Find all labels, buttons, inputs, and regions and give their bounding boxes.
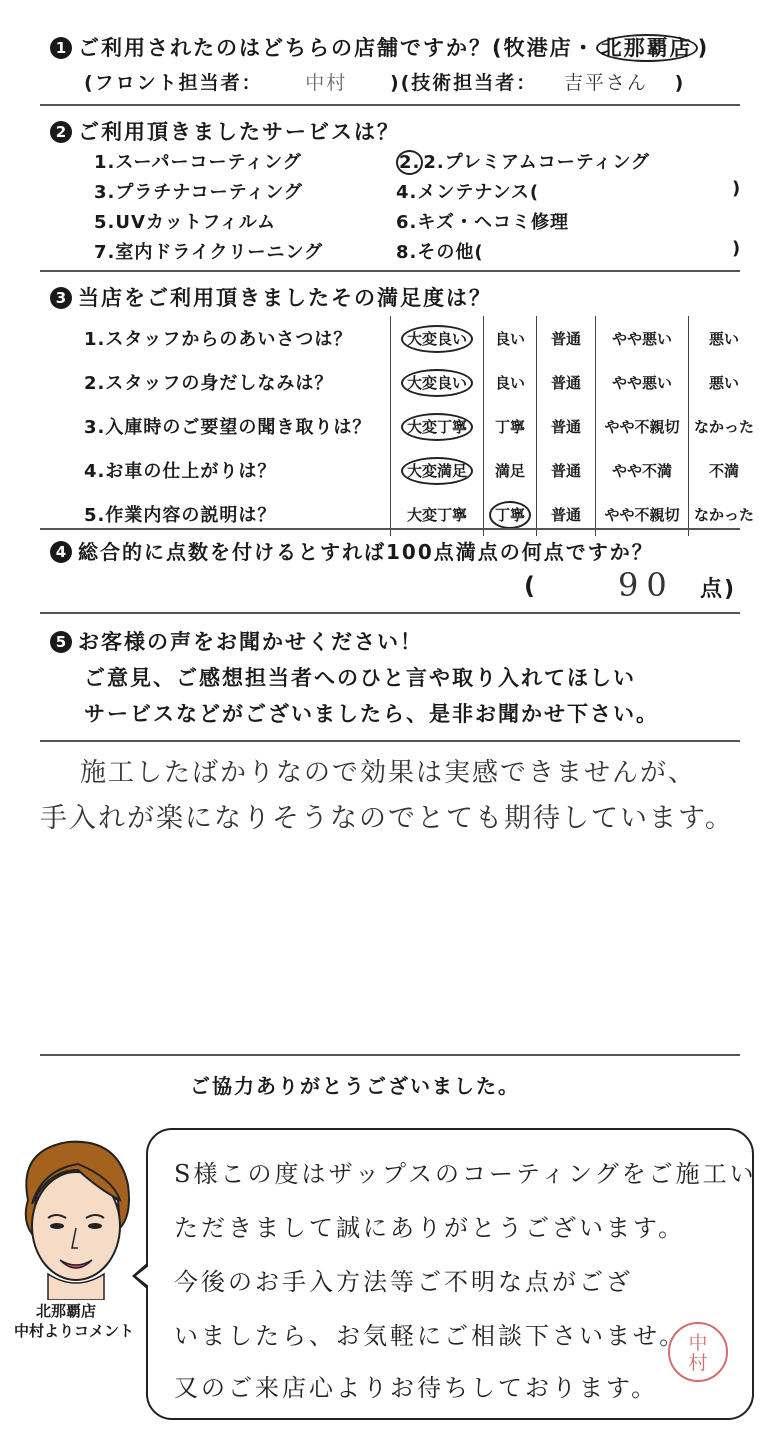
- service-2-label: 2.プレミアムコーティング: [423, 152, 650, 173]
- paren-close: ): [732, 238, 742, 259]
- service-item: 7.室内ドライクリーニング: [94, 242, 324, 263]
- tech-staff-close: ): [674, 72, 686, 94]
- q5-instruction-2: サービスなどがございましたら、是非お聞かせ下さい。: [84, 702, 659, 726]
- rating-option-label: 丁寧: [494, 417, 525, 436]
- satisfaction-question: 5.作業内容の説明は？: [84, 505, 277, 526]
- comment-line: ただきまして誠にありがとうございます。: [174, 1214, 686, 1242]
- rating-option: [484, 360, 537, 404]
- satisfaction-row: [84, 448, 759, 492]
- rating-option-label: 満足: [494, 461, 525, 480]
- rating-option-label: 不満: [708, 461, 739, 480]
- stamp-text: 中村: [688, 1332, 708, 1374]
- rating-option-label: 大変良い: [401, 325, 473, 353]
- name-stamp: [668, 1322, 728, 1382]
- rating-option-selected: [391, 316, 484, 360]
- rating-option-label: やや悪い: [611, 329, 672, 348]
- q4-unit: 点): [700, 577, 737, 602]
- q2-question: [50, 116, 400, 146]
- staff-comment-bubble: [146, 1128, 757, 1420]
- satisfaction-question: 1.スタッフからのあいさつは？: [84, 329, 353, 350]
- comment-line: いましたら、お気軽にご相談下さいませ。: [174, 1322, 687, 1350]
- rating-option-label: 普通: [550, 329, 581, 348]
- rating-option: [689, 404, 760, 448]
- satisfaction-row: [84, 360, 759, 404]
- divider-5: [40, 740, 740, 742]
- service-item-selected: [396, 148, 650, 174]
- q1-store-kitanaha-selected: 北那覇店: [596, 34, 698, 62]
- q1-number-icon: 1: [50, 37, 72, 59]
- rating-option-label: やや不満: [611, 461, 672, 480]
- staff-caption: 中村よりコメント: [14, 1322, 135, 1340]
- q1-staff-line: [84, 68, 685, 95]
- comment-line: S様この度はザップスのコーティングをご施工い: [174, 1160, 757, 1188]
- service-item: 4.メンテナンス(: [396, 182, 540, 203]
- satisfaction-question: 3.入庫時のご要望の聞き取りは？: [84, 417, 372, 438]
- rating-option: [596, 448, 689, 492]
- rating-option: [689, 316, 760, 360]
- service-item: 3.プラチナコーティング: [94, 182, 303, 203]
- comment-line: 又のご来店心よりお待ちしております。: [174, 1374, 659, 1402]
- rating-option-label: やや不親切: [604, 505, 680, 524]
- rating-option-label: 良い: [494, 373, 525, 392]
- q5-instruction-1: ご意見、ご感想担当者へのひと言や取り入れてほしい: [84, 666, 636, 690]
- rating-option-selected: [391, 360, 484, 404]
- rating-option: [537, 404, 596, 448]
- q5-text: お客様の声をお聞かせください！: [78, 630, 423, 654]
- q4-text: 総合的に点数を付けるとすれば100点満点の何点ですか？: [78, 540, 654, 564]
- rating-option: [537, 316, 596, 360]
- q3-text: 当店をご利用頂きましたその満足度は？: [78, 286, 492, 310]
- q1-store-makiminato: 牧港店: [503, 36, 573, 60]
- service-item: 6.キズ・ヘコミ修理: [396, 212, 570, 233]
- rating-option-label: やや不親切: [604, 417, 680, 436]
- rating-option-label: 良い: [494, 329, 525, 348]
- rating-option-label: 普通: [550, 461, 581, 480]
- q4-open-paren: (: [524, 572, 537, 600]
- q4-question: [50, 536, 654, 565]
- rating-option-label: 普通: [550, 373, 581, 392]
- divider-2: [40, 270, 740, 272]
- q1-question: [50, 32, 709, 62]
- tech-staff-value: 吉平さん: [563, 72, 648, 94]
- customer-comment-line-1: 施工したばかりなので効果は実感できませんが、: [80, 758, 697, 788]
- service-item: 5.UVカットフィルム: [94, 212, 277, 233]
- q4-score-value: 90: [618, 566, 675, 604]
- satisfaction-table: [84, 316, 759, 536]
- comment-line: 今後のお手入方法等ご不明な点がござ: [174, 1268, 633, 1296]
- staff-face-illustration: [8, 1130, 138, 1300]
- thanks-message: ご協力ありがとうございました。: [190, 1074, 520, 1098]
- satisfaction-question: 2.スタッフの身だしなみは？: [84, 373, 334, 394]
- service-item: 8.その他(: [396, 242, 484, 263]
- front-staff-label: (フロント担当者：: [84, 72, 263, 94]
- rating-option-label: なかった: [693, 505, 754, 524]
- divider-4: [40, 612, 740, 614]
- q1-text: ご利用されたのはどちらの店舗ですか？(: [78, 36, 504, 60]
- rating-option-label: 悪い: [708, 373, 739, 392]
- q3-number-icon: 3: [50, 287, 72, 309]
- rating-option: [484, 448, 537, 492]
- rating-option-selected: [391, 404, 484, 448]
- rating-option-label: 大変満足: [401, 457, 473, 485]
- rating-option-label: 大変良い: [401, 369, 473, 397]
- divider-1: [40, 104, 740, 106]
- rating-option: [484, 316, 537, 360]
- q5-number-icon: 5: [50, 631, 72, 653]
- satisfaction-question: 4.お車の仕上がりは？: [84, 461, 277, 482]
- rating-option-label: 大変丁寧: [406, 505, 467, 524]
- divider-6: [40, 1054, 740, 1056]
- staff-store-label: 北那覇店: [36, 1302, 97, 1320]
- rating-option-label: 普通: [550, 417, 581, 436]
- q3-question: [50, 282, 492, 312]
- q4-number-icon: 4: [50, 541, 72, 563]
- rating-option: [484, 404, 537, 448]
- q1-dot: ・: [572, 36, 596, 60]
- service-item: 1.スーパーコーティング: [94, 152, 302, 173]
- rating-option-label: やや悪い: [611, 373, 672, 392]
- rating-option-label: なかった: [693, 417, 754, 436]
- rating-option-label: 普通: [550, 505, 581, 524]
- rating-option: [689, 360, 760, 404]
- rating-option: [596, 404, 689, 448]
- rating-option: [689, 448, 760, 492]
- rating-option: [537, 448, 596, 492]
- rating-option: [537, 360, 596, 404]
- rating-option-label: 丁寧: [489, 501, 531, 529]
- bubble-tail-inner: [136, 1265, 150, 1287]
- tech-staff-label: )(技術担当者：: [389, 72, 538, 94]
- rating-option: [596, 360, 689, 404]
- rating-option-label: 悪い: [708, 329, 739, 348]
- q1-close: ): [697, 36, 710, 60]
- q5-question: [50, 626, 423, 656]
- q2-number-icon: 2: [50, 121, 72, 143]
- q2-text: ご利用頂きましたサービスは？: [78, 120, 400, 144]
- customer-comment-line-2: 手入れが楽になりそうなのでとても期待しています。: [40, 803, 734, 834]
- satisfaction-row: [84, 404, 759, 448]
- rating-option-label: 大変丁寧: [401, 413, 473, 441]
- divider-3: [40, 528, 740, 530]
- satisfaction-row: [84, 316, 759, 360]
- front-staff-value: 中村: [305, 72, 348, 94]
- rating-option-selected: [391, 448, 484, 492]
- paren-close: ): [732, 178, 742, 199]
- rating-option: [596, 316, 689, 360]
- service-2-circle: 2.: [396, 150, 423, 175]
- staff-avatar: [8, 1130, 138, 1300]
